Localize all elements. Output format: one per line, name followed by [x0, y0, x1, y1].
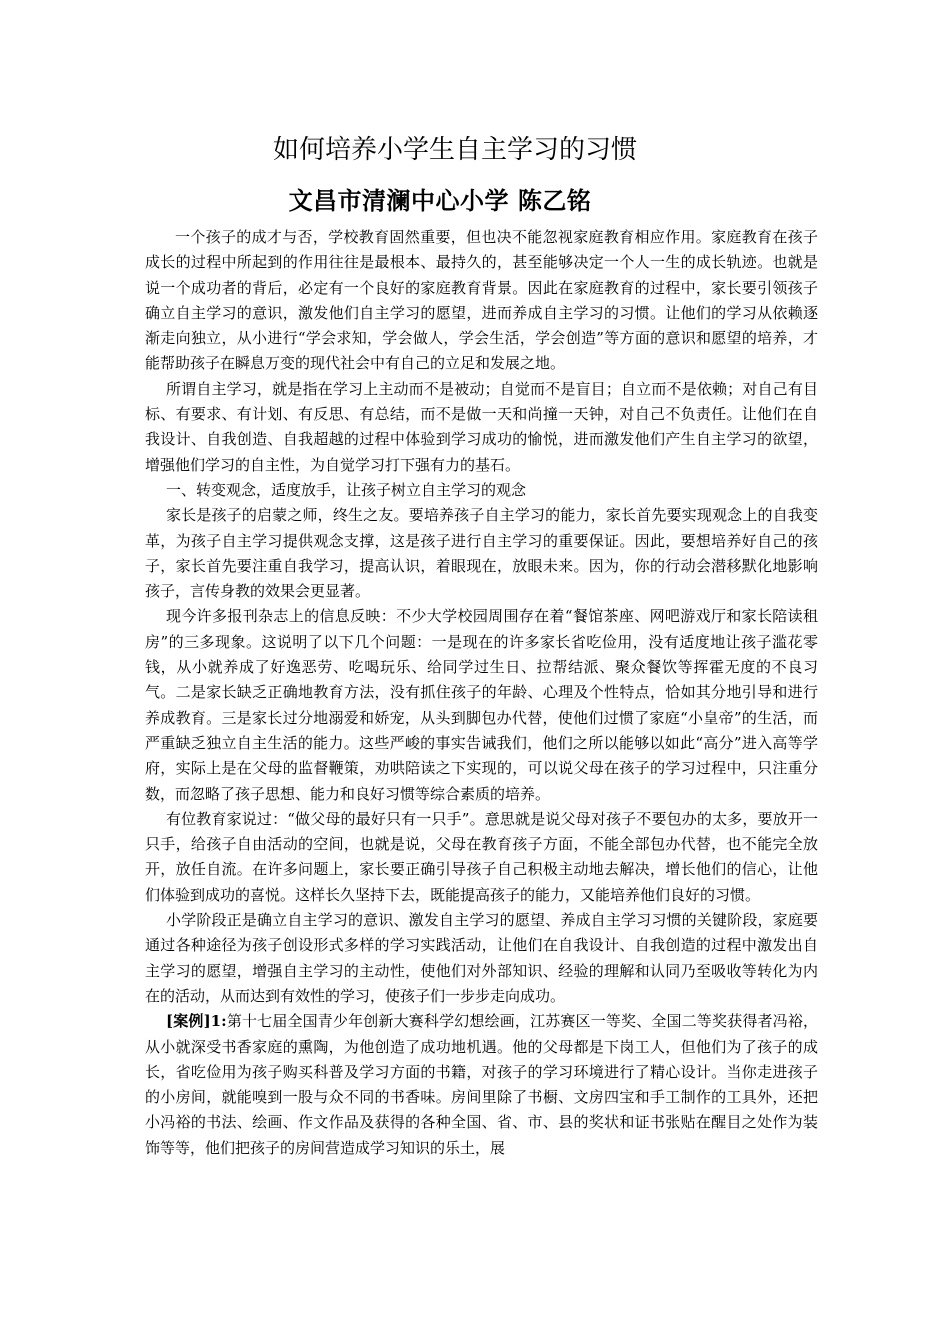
paragraph-definition: 所谓自主学习，就是指在学习上主动而不是被动；自觉而不是盲目；自立而不是依赖；对自己有目标、有要求、有计划、有反思、有总结，而不是做一天和尚撞一天钟，对自己不负责任。让他们在自我设计、自我创造、自我超越的过程中体验到学习成功的愉悦，进而激发他们产生自主学习的欲望，增强他们学习的自主性，为自觉学习打下强有力的基石。	[145, 379, 818, 474]
case-text: 第十七届全国青少年创新大赛科学幻想绘画，江苏赛区一等奖、全国二等奖获得者冯裕，从小就深受书香家庭的熏陶，为他创造了成功地机遇。他的父母都是下岗工人，但他们为了孩子的成长，省吃俭用为孩子购买科普及学习方面的书籍，对孩子的学习环境进行了精心设计。当你走进孩子的小房间，就能嗅到一股与众不同的书香味。房间里除了书橱、文房四宝和手工制作的工具外，还把小冯裕的书法、绘画、作文作品及获得的各种全国、省、市、县的奖状和证书张贴在醒目之处作为装饰等等，他们把孩子的房间营造成学习知识的乐土，展	[145, 1012, 818, 1157]
paragraph-intro: 一个孩子的成才与否，学校教育固然重要，但也决不能忽视家庭教育相应作用。家庭教育在孩子成长的过程中所起到的作用往往是最根本、最持久的，甚至能够决定一个人一生的成长轨迹。也就是说一个成功者的背后，必定有一个良好的家庭教育背景。因此在家庭教育的过程中，家长要引领孩子确立自主学习的意识，激发他们自主学习的愿望，进而养成自主学习的习惯。让他们的学习从依赖逐渐走向独立，从小进行“学会求知，学会做人，学会生活，学会创造”等方面的意识和愿望的培养，才能帮助孩子在瞬息万变的现代社会中有自己的立足和发展之地。	[145, 228, 818, 373]
document-author: 文昌市清澜中心小学 陈乙铭	[288, 186, 592, 215]
paragraph-parents-role: 家长是孩子的启蒙之师，终生之友。要培养孩子自主学习的能力，家长首先要实现观念上的自我变革，为孩子自主学习提供观念支撑，这是孩子进行自主学习的重要保证。因此，要想培养好自己的孩子，家长首先要注重自我学习，提高认识，着眼现在，放眼未来。因为，你的行动会潜移默化地影响孩子，言传身教的效果会更显著。	[145, 506, 818, 601]
paragraph-case-1	[145, 1009, 818, 1161]
paragraph-one-hand: 有位教育家说过：“做父母的最好只有一只手”。意思就是说父母对孩子不要包办的太多，要放开一只手，给孩子自由活动的空间，也就是说，父母在教育孩子方面，不能全部包办代替，也不能完全放开，放任自流。在许多问题上，家长要正确引导孩子自己积极主动地去解决，增长他们的信心，让他们体验到成功的喜悦。这样长久坚持下去，既能提高孩子的能力，又能培养他们良好的习惯。	[145, 809, 818, 904]
paragraph-phenomenon: 现今许多报刊杂志上的信息反映：不少大学校园周围存在着“餐馆茶座、网吧游戏厅和家长陪读租房”的三多现象。这说明了以下几个问题：一是现在的许多家长省吃俭用，没有适度地让孩子滥花零钱，从小就养成了好逸恶劳、吃喝玩乐、给同学过生日、拉帮结派、聚众餐饮等挥霍无度的不良习气。二是家长缺乏正确地教育方法，没有抓住孩子的年龄、心理及个性特点，恰如其分地引导和进行养成教育。三是家长过分地溺爱和娇宠，从头到脚包办代替，使他们过惯了家庭“小皇帝”的生活，而严重缺乏独立自主生活的能力。这些严峻的事实告诫我们，他们之所以能够以如此“高分”进入高等学府，实际上是在父母的监督鞭策，劝哄陪读之下实现的，可以说父母在孩子的学习过程中，只注重分数，而忽略了孩子思想、能力和良好习惯等综合素质的培养。	[145, 607, 818, 803]
case-label: [案例]1:	[166, 1012, 227, 1031]
paragraph-key-stage: 小学阶段正是确立自主学习的意识、激发自主学习的愿望、养成自主学习习惯的关键阶段，家庭要通过各种途径为孩子创设形式多样的学习实践活动，让他们在自我设计、自我创造的过程中激发出自主学习的愿望，增强自主学习的主动性，使他们对外部知识、经验的理解和认同乃至吸收等转化为内在的活动，从而达到有效性的学习，使孩子们一步步走向成功。	[145, 911, 818, 1005]
document-body	[145, 225, 818, 1161]
section-heading-1: 一、转变观念，适度放手，让孩子树立自主学习的观念	[166, 480, 527, 499]
document-title: 如何培养小学生自主学习的习惯	[272, 135, 637, 165]
